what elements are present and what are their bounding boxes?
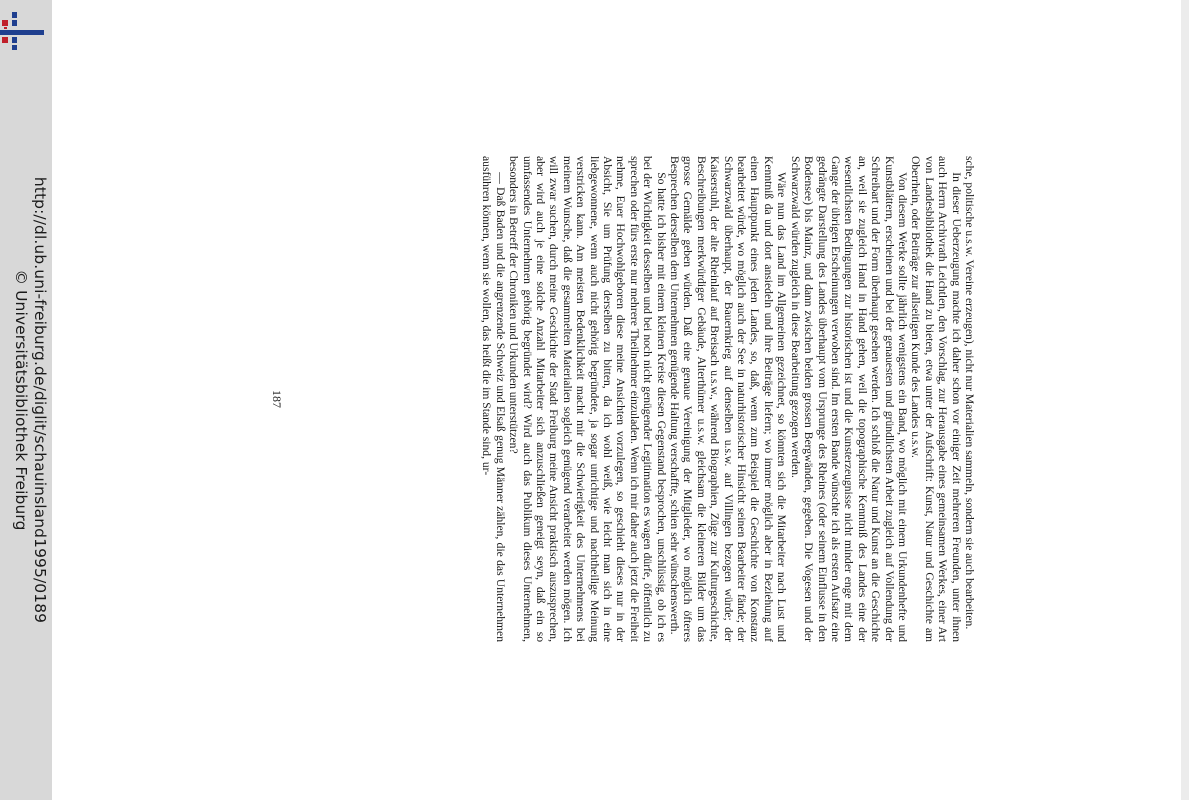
scanned-page bbox=[258, 156, 976, 642]
document-url-link[interactable]: http://dl.ub.uni-freiburg.de/diglit/schauinsland1995/0189 bbox=[31, 176, 49, 624]
copyright-notice: © Universitätsbibliothek Freiburg bbox=[12, 269, 30, 531]
sidebar-caption bbox=[0, 0, 52, 800]
right-edge-strip bbox=[1181, 0, 1189, 800]
paragraph-6: — Daß Baden und die angrenzende Schweiz und Elsaß genug Männer zählen, die das Unternehmen ausführen können, wenn sie wollen, das heißt die im Stande sind, ur- bbox=[480, 156, 507, 642]
page-number: 187 bbox=[270, 390, 285, 408]
sidebar bbox=[0, 0, 52, 800]
paragraph-3: Von diesem Werke sollte jährlich wenigstens ein Band, wo möglich mit einem Urkundenhefte und Kunstblättern, erscheinen und bei der genauesten und gründlichsten Arbeit zugleich auf Vollendung der Schreibart und der Form überhaupt gesehen werden. Ich schloß die Natur und Kunst an die Geschichte an, weil sie zugleich Hand in Hand gehen, weil die topographische Kenntniß des Landes eine der wesentlichsten Bedingungen zur historischen ist und die Kunsterzeugnisse nicht minder enge mit dem Gange der übrigen Erscheinungen verwoben sind. Im ersten Bande wünschte ich als ersten Aufsatz eine gedrängte Darstellung des Landes überhaupt vom Ursprunge des Rheines (oder seinem Einflusse in den Bodensee) bis Mainz, und dann zwischen beiden grossen Bergwänden, gegeben. Die Vogesen und der Schwarzwald würden zugleich in diese Bearbeitung gezogen werden. bbox=[788, 156, 909, 642]
paragraph-2: In dieser Ueberzeugung machte ich daher schon vor einiger Zeit mehreren Freunden, unter ihnen auch Herrn Archivrath Leichtlen, den Vorschlag, zur Herausgabe eines gemeinsamen Werkes, einer Art von Landesbibliothek die Hand zu bieten, etwa unter der Aufschrift: Kunst, Natur und Geschichte am Oberrhein, oder Beiträge zur allseitigen Kunde des Landes u.s.w. bbox=[909, 156, 963, 642]
paragraph-5: So hatte ich bisher mit einem kleinen Kreise diesen Gegenstand besprochen, unschlüssig, ob ich es bei der Wichtigkeit desselben und bei noch nicht genügender Legitimation es wagen dürfe, öffentlich zu sprechen oder fürs erste nur mehrere Theilnehmer einzuladen. Wenn ich mir daher auch jetzt die Freiheit nehme, Euer Hochwohlgeboren diese meine Ansichten vorzulegen, so geschieht dieses nur in der Absicht, Sie um Prüfung derselben zu bitten, da ich wohl weiß, wie leicht man sich in eine liebgewonnene, wenn auch nicht gehörig begründete, ja sogar unrichtige und nachtheilige Meinung verstricken kann. Am meisten Bedenklichkeit macht mir die Schwierigkeit des Unternehmens bei meinem Wunsche, daß die gesammelten Materialien sogleich genügend verarbeitet werden mögen. Ich will zwar suchen, durch meine Geschichte der Stadt Freiburg meine Ansicht praktisch auszusprechen, aber wird auch je eine solche Anzahl Mitarbeiter sich anzuschließen geneigt seyn, daß ein so umfassendes Unternehmen gehörig begründet wird? Wird auch das Publikum dieses Unternehmen, besonders in Betreff der Chroniken und Urkunden unterstützen? bbox=[507, 156, 668, 642]
page-body bbox=[258, 156, 976, 642]
paragraph-4: Wäre nun das Land im Allgemeinen gezeichnet, so könnten sich die Mitarbeiter nach Lust und Kenntniß da und dort ansiedeln und ihre Beiträge liefern; wo immer möglich aber in Beziehung auf einen Hauptpunkt eines jeden Landes, so, daß, wenn zum Beispiel die Geschichte von Konstanz bearbeitet würde, wo möglich auch der See in naturhistorischer Hinsicht seinen Bearbeiter fände; der Schwarzwald überhaupt, der Bauernkrieg auf denselben u.s.w. auf Villingen bezogen würde; der Kaiserstuhl, der alte Rheinlauf auf Breisach u.s.w., während Biographien, Züge zur Kulturgeschichte, Beschreibungen merkwürdiger Gebäude, Alterthümer u.s.w. gleichsam die kleineren Bilder um das grosse Gemälde geben würden. Daß eine genaue Vereinigung der Mitglieder, wo möglich öfteres Besprechen derselben dem Unternehmen genügende Haltung verschaffte, schien sehr wünschenswerth. bbox=[668, 156, 789, 642]
paragraph-1: sche, politische u.s.w. Vereine erzeugen), nicht nur Materialien sammeln, sondern sie auch bearbeiten. bbox=[963, 156, 976, 630]
